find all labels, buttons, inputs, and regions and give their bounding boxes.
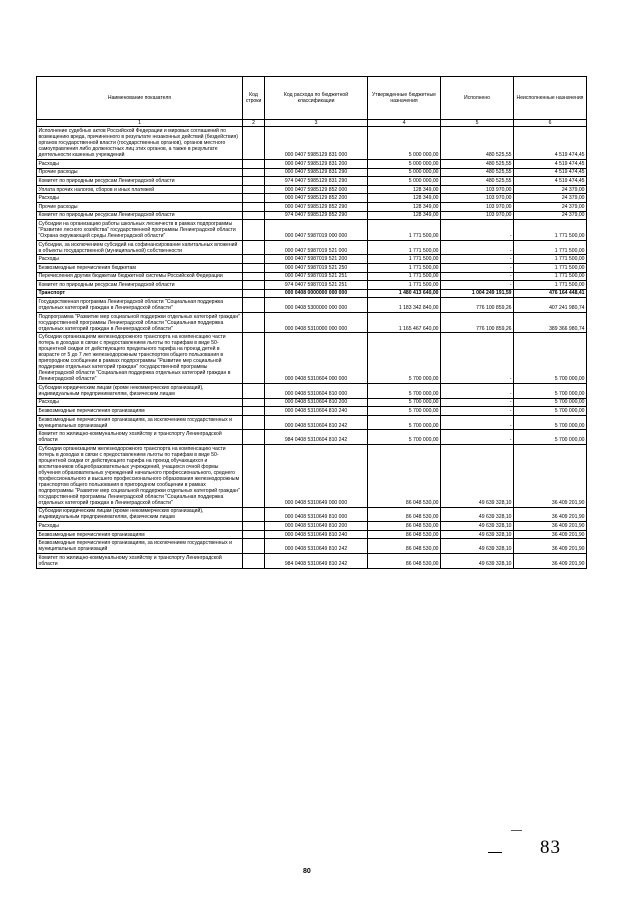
report-sheet [36, 76, 586, 569]
row-expense-code: 000 0408 5310649 000 000 [265, 445, 368, 508]
row-expense-code: 000 0407 5985129 852 290 [265, 202, 368, 211]
row-expense-code: 000 0408 0000000 000 000 [265, 289, 368, 298]
row-line-code [243, 530, 265, 539]
row-approved: 128 349,00 [368, 211, 441, 220]
row-expense-code: 000 0407 5985129 852 200 [265, 194, 368, 203]
row-name: Перечисления другим бюджетам бюджетной системы Российской Федерации [37, 272, 243, 281]
row-expense-code: 000 0408 5310604 810 200 [265, 398, 368, 407]
header-expense-code: Код расхода по бюджетной классификации [265, 77, 368, 120]
row-executed: - [441, 333, 514, 384]
row-unexecuted: 1 771 500,00 [514, 255, 587, 264]
row-unexecuted: 24 379,00 [514, 185, 587, 194]
row-unexecuted: 36 409 201,90 [514, 539, 587, 554]
row-approved: 1 480 413 640,00 [368, 289, 441, 298]
row-executed: - [441, 272, 514, 281]
row-line-code [243, 507, 265, 522]
row-approved: 5 000 000,00 [368, 159, 441, 168]
row-approved: 86 048 530,00 [368, 445, 441, 508]
row-executed: 480 525,55 [441, 127, 514, 160]
row-executed: 49 639 328,10 [441, 554, 514, 569]
column-number: 3 [265, 119, 368, 127]
row-unexecuted: 36 409 201,90 [514, 522, 587, 531]
row-line-code [243, 539, 265, 554]
row-name: Субсидии юридическим лицам (кроме некоммерческих организаций), индивидуальным предпринимателям, физическим лицам [37, 507, 243, 522]
row-unexecuted: 36 409 201,90 [514, 530, 587, 539]
row-unexecuted: 5 700 000,00 [514, 407, 587, 416]
column-number: 2 [243, 119, 265, 127]
row-unexecuted: 4 519 474,45 [514, 159, 587, 168]
budget-execution-table [36, 76, 587, 569]
row-line-code [243, 522, 265, 531]
table-row [37, 185, 587, 194]
row-expense-code: 000 0408 5310604 810 242 [265, 415, 368, 430]
row-name: Транспорт [37, 289, 243, 298]
row-unexecuted: 24 379,00 [514, 211, 587, 220]
row-executed: 49 639 328,10 [441, 507, 514, 522]
row-unexecuted: 36 409 201,90 [514, 554, 587, 569]
row-line-code [243, 220, 265, 241]
row-line-code [243, 407, 265, 416]
row-executed: 49 639 328,10 [441, 522, 514, 531]
row-line-code [243, 240, 265, 255]
row-expense-code: 974 0407 5985129 831 290 [265, 177, 368, 186]
row-unexecuted: 1 771 500,00 [514, 220, 587, 241]
row-executed: - [441, 240, 514, 255]
row-expense-code: 984 0408 5310649 810 242 [265, 554, 368, 569]
row-expense-code: 974 0407 5985129 852 290 [265, 211, 368, 220]
row-approved: 1 771 500,00 [368, 272, 441, 281]
row-unexecuted: 5 700 000,00 [514, 398, 587, 407]
row-unexecuted: 24 379,00 [514, 202, 587, 211]
row-executed: 49 639 328,10 [441, 539, 514, 554]
row-name: Государственная программа Ленинградской области "Социальная поддержка отдельных категорий граждан в Ленинградской области" [37, 298, 243, 313]
row-approved: 5 700 000,00 [368, 384, 441, 399]
row-approved: 5 700 000,00 [368, 430, 441, 445]
row-name: Исполнение судебных актов Российской Федерации и мировых соглашений по возмещению вреда, причиненного в результате незаконных действий (бездействия) органов государственной власти (государственных органов), органов местного самоуправления либо должностных лиц этих органов, а также в результате деятельности казенных учреждений [37, 127, 243, 160]
row-line-code [243, 430, 265, 445]
table-row [37, 211, 587, 220]
row-executed: - [441, 398, 514, 407]
table-row [37, 220, 587, 241]
row-executed: 480 525,55 [441, 168, 514, 177]
row-expense-code: 000 0407 5987019 521 000 [265, 240, 368, 255]
row-name: Субсидии организациям железнодорожного транспорта на компенсацию части потерь в доходах в связи с предоставлением льготы по тарифам в виде 50-процентной скидки от действующего предельного тарифа на проезд детей в возрасте от 5 до 7 лет железнодорожным транспортом общего пользования в пригородном сообщении в рамках подпрограммы "Развитие мер социальной поддержки отдельных категорий граждан" государственной программы Ленинградской области "Социальная поддержка отдельных категорий граждан в Ленинградской области" [37, 333, 243, 384]
table-row [37, 127, 587, 160]
row-name: Расходы [37, 522, 243, 531]
row-name: Уплата прочих налогов, сборов и иных платежей [37, 185, 243, 194]
row-approved: 1 771 500,00 [368, 220, 441, 241]
table-row [37, 407, 587, 416]
row-unexecuted: 4 519 474,45 [514, 168, 587, 177]
row-line-code [243, 333, 265, 384]
row-unexecuted: 476 164 448,41 [514, 289, 587, 298]
row-unexecuted: 5 700 000,00 [514, 415, 587, 430]
header-indicator-name: Наименование показателя [37, 77, 243, 120]
table-row [37, 530, 587, 539]
row-unexecuted: 5 700 000,00 [514, 384, 587, 399]
table-row [37, 445, 587, 508]
row-line-code [243, 202, 265, 211]
row-executed: - [441, 407, 514, 416]
column-number-row [37, 119, 587, 127]
table-row [37, 554, 587, 569]
row-line-code [243, 263, 265, 272]
row-executed: 776 100 859,26 [441, 298, 514, 313]
row-executed: 776 100 859,26 [441, 312, 514, 333]
row-approved: 1 771 500,00 [368, 240, 441, 255]
table-row [37, 202, 587, 211]
row-name: Безвозмездные перечисления организациям [37, 407, 243, 416]
row-expense-code: 000 0407 5985129 831 290 [265, 168, 368, 177]
row-approved: 5 000 000,00 [368, 127, 441, 160]
table-row [37, 272, 587, 281]
row-approved: 5 700 000,00 [368, 415, 441, 430]
table-row [37, 281, 587, 290]
table-row [37, 298, 587, 313]
row-name: Комитет по жилищно-коммунальному хозяйству и транспорту Ленинградской области [37, 430, 243, 445]
row-expense-code: 000 0408 5310604 810 000 [265, 384, 368, 399]
row-line-code [243, 177, 265, 186]
table-row [37, 159, 587, 168]
row-approved: 1 183 342 840,00 [368, 298, 441, 313]
row-unexecuted: 24 379,00 [514, 194, 587, 203]
row-expense-code: 000 0407 5985129 831 200 [265, 159, 368, 168]
row-line-code [243, 554, 265, 569]
row-line-code [243, 159, 265, 168]
row-name: Комитет по природным ресурсам Ленинградской области [37, 211, 243, 220]
row-approved: 128 349,00 [368, 194, 441, 203]
table-row [37, 430, 587, 445]
row-line-code [243, 281, 265, 290]
table-row [37, 255, 587, 264]
row-name: Безвозмездные перечисления организациям, за исключением государственных и муниципальных организаций [37, 415, 243, 430]
row-line-code [243, 312, 265, 333]
row-expense-code: 000 0407 5987019 521 200 [265, 255, 368, 264]
row-executed: 103 970,00 [441, 194, 514, 203]
row-expense-code: 000 0407 5987019 000 000 [265, 220, 368, 241]
row-name: Прочие расходы [37, 202, 243, 211]
table-row [37, 194, 587, 203]
row-line-code [243, 398, 265, 407]
row-name: Безвозмездные перечисления организациям, за исключением государственных и муниципальных организаций [37, 539, 243, 554]
row-executed: 103 970,00 [441, 202, 514, 211]
row-unexecuted: 1 771 500,00 [514, 263, 587, 272]
row-name: Комитет по природным ресурсам Ленинградской области [37, 177, 243, 186]
table-row [37, 263, 587, 272]
table-row [37, 539, 587, 554]
row-expense-code: 984 0408 5310604 810 242 [265, 430, 368, 445]
row-line-code [243, 384, 265, 399]
row-executed: 103 970,00 [441, 185, 514, 194]
row-approved: 5 000 000,00 [368, 168, 441, 177]
row-expense-code: 000 0408 5310649 810 000 [265, 507, 368, 522]
row-executed: 480 525,55 [441, 177, 514, 186]
row-name: Субсидии юридическим лицам (кроме некоммерческих организаций), индивидуальным предпринимателям, физическим лицам [37, 384, 243, 399]
table-row [37, 289, 587, 298]
row-executed: - [441, 415, 514, 430]
row-name: Подпрограмма "Развитие мер социальной поддержки отдельных категорий граждан" государственной программы Ленинградской области "Социальная поддержка отдельных категорий граждан в Ленинградской области" [37, 312, 243, 333]
row-executed: 1 004 249 191,59 [441, 289, 514, 298]
row-approved: 1 165 467 640,00 [368, 312, 441, 333]
table-row [37, 415, 587, 430]
row-approved: 5 700 000,00 [368, 407, 441, 416]
row-unexecuted: 1 771 500,00 [514, 281, 587, 290]
table-row [37, 240, 587, 255]
column-number: 5 [441, 119, 514, 127]
scan-mark [511, 830, 522, 831]
row-name: Субсидии на организацию работы школьных лесничеств в рамках подпрограммы "Развитие лесного хозяйства" государственной программы Ленинградской области "Охрана окружающей среды Ленинградской области" [37, 220, 243, 241]
row-approved: 5 700 000,00 [368, 333, 441, 384]
row-approved: 86 048 530,00 [368, 507, 441, 522]
row-name: Расходы [37, 194, 243, 203]
row-approved: 128 349,00 [368, 185, 441, 194]
row-unexecuted: 36 409 201,90 [514, 445, 587, 508]
row-name: Расходы [37, 398, 243, 407]
row-line-code [243, 272, 265, 281]
row-approved: 1 771 500,00 [368, 263, 441, 272]
row-expense-code: 000 0407 5985129 831 000 [265, 127, 368, 160]
row-line-code [243, 289, 265, 298]
header-approved: Утвержденные бюджетные назначения [368, 77, 441, 120]
row-line-code [243, 211, 265, 220]
row-unexecuted: 36 409 201,90 [514, 507, 587, 522]
row-expense-code: 000 0408 5310604 000 000 [265, 333, 368, 384]
row-expense-code: 000 0408 5310000 000 000 [265, 312, 368, 333]
header-line-code: Код строки [243, 77, 265, 120]
scan-dash [488, 852, 502, 853]
row-line-code [243, 185, 265, 194]
row-expense-code: 000 0408 5310649 810 200 [265, 522, 368, 531]
table-header-row [37, 77, 587, 120]
row-executed: 480 525,55 [441, 159, 514, 168]
header-executed: Исполнено [441, 77, 514, 120]
table-row [37, 398, 587, 407]
table-body [37, 127, 587, 568]
row-name: Субсидии, за исключением субсидий на софинансирование капитальных вложений в объекты государственной (муниципальной) собственности [37, 240, 243, 255]
row-executed: 103 970,00 [441, 211, 514, 220]
table-row [37, 507, 587, 522]
row-approved: 1 771 500,00 [368, 255, 441, 264]
row-name: Расходы [37, 255, 243, 264]
row-unexecuted: 5 700 000,00 [514, 430, 587, 445]
row-name: Безвозмездные перечисления организациям [37, 530, 243, 539]
row-executed: - [441, 255, 514, 264]
row-executed: 49 639 328,10 [441, 445, 514, 508]
row-executed: - [441, 384, 514, 399]
row-approved: 5 000 000,00 [368, 177, 441, 186]
row-unexecuted: 5 700 000,00 [514, 333, 587, 384]
row-expense-code: 000 0408 5310649 810 242 [265, 539, 368, 554]
row-executed: - [441, 430, 514, 445]
row-expense-code: 000 0408 5300000 000 000 [265, 298, 368, 313]
column-number: 1 [37, 119, 243, 127]
column-number: 4 [368, 119, 441, 127]
row-approved: 86 048 530,00 [368, 554, 441, 569]
header-unexecuted: Неисполненные назначения [514, 77, 587, 120]
row-name: Комитет по природным ресурсам Ленинградской области [37, 281, 243, 290]
row-line-code [243, 127, 265, 160]
table-row [37, 384, 587, 399]
row-line-code [243, 255, 265, 264]
row-line-code [243, 415, 265, 430]
table-row [37, 522, 587, 531]
row-unexecuted: 389 366 980,74 [514, 312, 587, 333]
row-name: Расходы [37, 159, 243, 168]
table-row [37, 333, 587, 384]
row-approved: 86 048 530,00 [368, 539, 441, 554]
row-approved: 128 349,00 [368, 202, 441, 211]
page-number: 80 [303, 868, 311, 875]
row-unexecuted: 4 519 474,45 [514, 127, 587, 160]
row-executed: - [441, 220, 514, 241]
row-name: Безвозмездные перечисления бюджетам [37, 263, 243, 272]
row-unexecuted: 1 771 500,00 [514, 240, 587, 255]
row-line-code [243, 298, 265, 313]
row-approved: 5 700 000,00 [368, 398, 441, 407]
row-line-code [243, 445, 265, 508]
row-executed: 49 639 328,10 [441, 530, 514, 539]
row-name: Комитет по жилищно-коммунальному хозяйству и транспорту Ленинградской области [37, 554, 243, 569]
row-expense-code: 974 0407 5987019 521 251 [265, 281, 368, 290]
row-expense-code: 000 0408 5310604 810 240 [265, 407, 368, 416]
row-expense-code: 000 0408 5310649 810 240 [265, 530, 368, 539]
row-line-code [243, 168, 265, 177]
row-expense-code: 000 0407 5985129 852 000 [265, 185, 368, 194]
row-unexecuted: 407 241 980,74 [514, 298, 587, 313]
column-number: 6 [514, 119, 587, 127]
row-approved: 86 048 530,00 [368, 530, 441, 539]
row-executed: - [441, 263, 514, 272]
row-approved: 1 771 500,00 [368, 281, 441, 290]
table-row [37, 312, 587, 333]
row-executed: - [441, 281, 514, 290]
row-line-code [243, 194, 265, 203]
row-expense-code: 000 0407 5987019 521 251 [265, 272, 368, 281]
table-row [37, 168, 587, 177]
handwritten-page-number: 83 [540, 837, 561, 858]
row-unexecuted: 1 771 500,00 [514, 272, 587, 281]
row-expense-code: 000 0407 5987019 521 250 [265, 263, 368, 272]
row-name: Прочие расходы [37, 168, 243, 177]
row-name: Субсидии организациям железнодорожного транспорта на компенсацию части потерь в доходах в связи с предоставлением льготы по тарифам в виде 50-процентной скидки от действующего тарифа на проезд обучающихся и воспитанников общеобразовательных учреждений, учащихся очной формы обучения образовательных учреждений начального профессионального, среднего профессионального и высшего профессионального образования железнодорожным транспортом общего пользования в пригородном сообщении в рамках подпрограммы "Развитие мер социальной поддержки отдельных категорий граждан" государственной программы Ленинградской области "Социальная поддержка отдельных категорий граждан в Ленинградской области" [37, 445, 243, 508]
row-approved: 86 048 530,00 [368, 522, 441, 531]
row-unexecuted: 4 519 474,45 [514, 177, 587, 186]
table-row [37, 177, 587, 186]
